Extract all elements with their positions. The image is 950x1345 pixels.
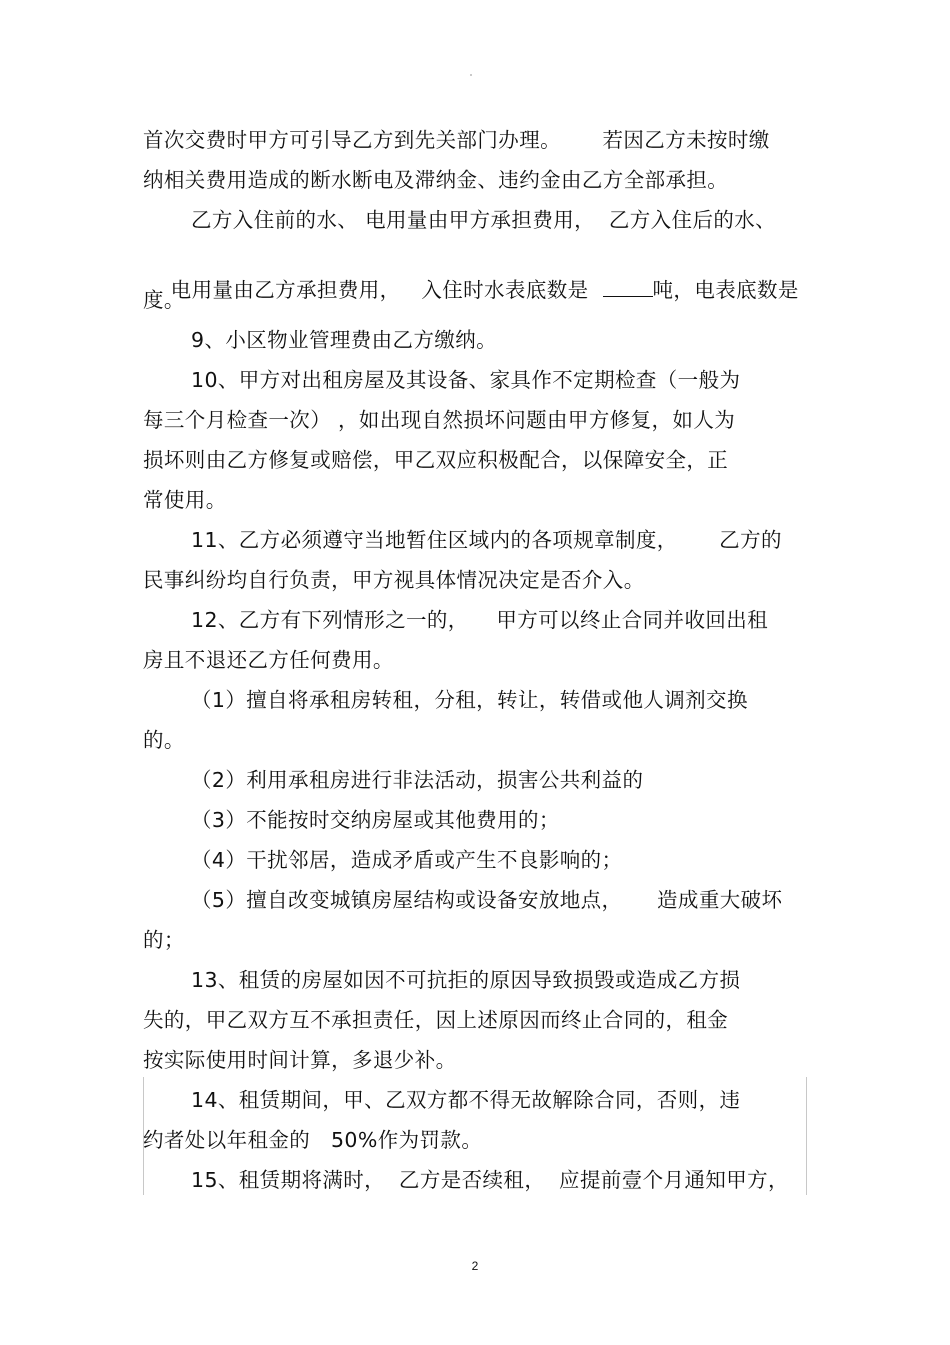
text-line: （5）擅自改变城镇房屋结构或设备安放地点， 造成重大破坏	[191, 888, 783, 912]
text-line: 15、租赁期将满时， 乙方是否续租， 应提前壹个月通知甲方，	[191, 1168, 789, 1192]
text-line: （3）不能按时交纳房屋或其他费用的；	[191, 808, 560, 832]
text-line: 11、乙方必须遵守当地暂住区域内的各项规章制度， 乙方的	[191, 528, 782, 552]
text-line: （1）擅自将承租房转租，分租，转让，转借或他人调剂交换	[191, 688, 748, 712]
text-line: 常使用。	[143, 488, 227, 512]
text-line: 14、租赁期间，甲、乙双方都不得无故解除合同，否则，违	[191, 1088, 741, 1112]
text-line: 每三个月检查一次） ，如出现自然损坏问题由甲方修复，如人为	[143, 408, 736, 432]
text-line: 失的，甲乙双方互不承担责任，因上述原因而终止合同的，租金	[143, 1008, 729, 1032]
text-line	[143, 245, 799, 335]
text-line: 度。	[143, 288, 185, 312]
text-line: 9、小区物业管理费由乙方缴纳。	[191, 328, 498, 352]
fill-in-blank	[603, 276, 653, 298]
text-line: 按实际使用时间计算，多退少补。	[143, 1048, 457, 1072]
text-line: （2）利用承租房进行非法活动，损害公共利益的	[191, 768, 644, 792]
text-line: 约者处以年租金的 50%作为罚款。	[143, 1128, 483, 1152]
text-line: 13、租赁的房屋如因不可抗拒的原因导致损毁或造成乙方损	[191, 968, 741, 992]
text-line: 民事纠纷均自行负责，甲方视具体情况决定是否介入。	[143, 568, 645, 592]
header-dot	[470, 74, 472, 76]
text-line: 的。	[143, 728, 185, 752]
text-line: （4）干扰邻居，造成矛盾或产生不良影响的；	[191, 848, 623, 872]
text-line: 首次交费时甲方可引导乙方到先关部门办理。 若因乙方未按时缴	[143, 128, 770, 152]
text-segment: 电用量由乙方承担费用， 入住时水表底数是	[170, 278, 589, 302]
text-line: 的；	[143, 928, 185, 952]
page-number: 2	[471, 1259, 479, 1273]
text-line: 乙方入住前的水、 电用量由甲方承担费用， 乙方入住后的水、	[191, 208, 777, 232]
text-segment: 吨，电表底数是	[652, 278, 799, 302]
frame-right-border	[806, 1077, 807, 1195]
text-line: 纳相关费用造成的断水断电及滞纳金、违约金由乙方全部承担。	[143, 168, 729, 192]
text-line: 房且不退还乙方任何费用。	[143, 648, 394, 672]
text-line: 12、乙方有下列情形之一的， 甲方可以终止合同并收回出租	[191, 608, 769, 632]
text-line: 10、甲方对出租房屋及其设备、家具作不定期检查（一般为	[191, 368, 741, 392]
text-line: 损坏则由乙方修复或赔偿，甲乙双应积极配合，以保障安全，正	[143, 448, 729, 472]
